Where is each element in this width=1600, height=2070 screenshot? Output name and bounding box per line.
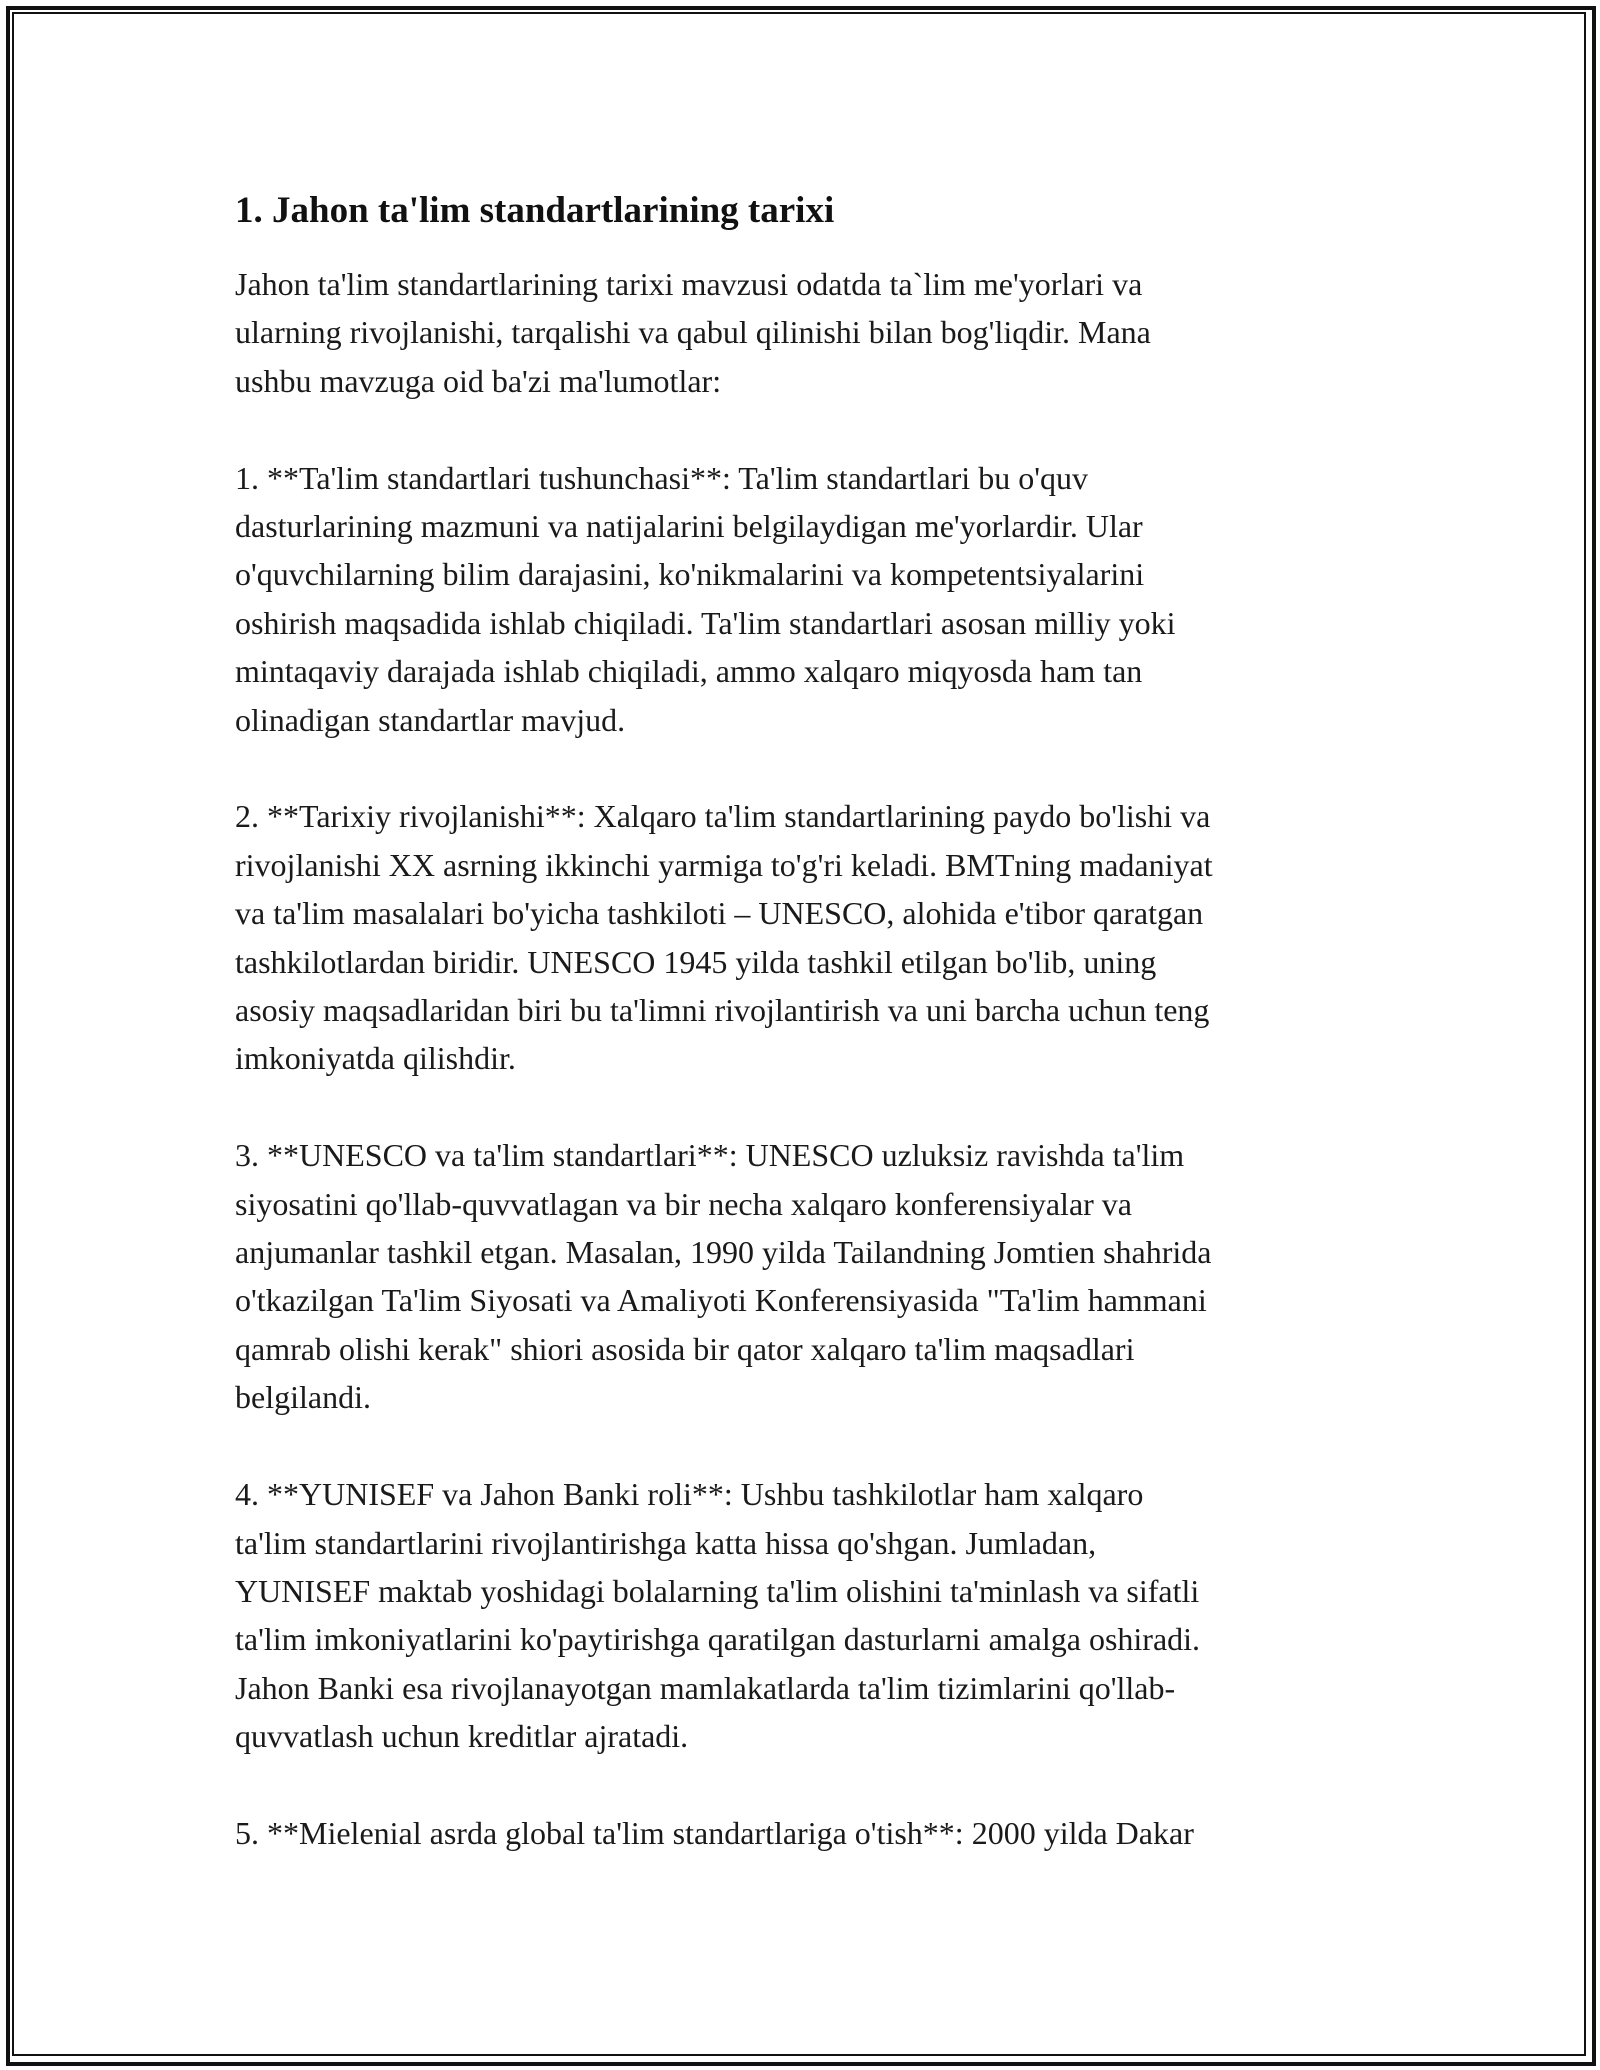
text-line: YUNISEF maktab yoshidagi bolalarning ta'lim olishini ta'minlash va sifatli <box>235 1572 1200 1609</box>
list-paragraph-5 <box>235 1809 1365 1857</box>
text-line: qamrab olishi kerak" shiori asosida bir qator xalqaro ta'lim maqsadlari <box>235 1330 1135 1367</box>
text-line: 3. **UNESCO va ta'lim standartlari**: UNESCO uzluksiz ravishda ta'lim <box>235 1137 1185 1174</box>
text-line: 1. **Ta'lim standartlari tushunchasi**: Ta'lim standartlari bu o'quv <box>235 459 1088 496</box>
paragraph-gap <box>235 1422 1365 1470</box>
text-line: asosiy maqsadlaridan biri bu ta'limni rivojlantirish va uni barcha uchun teng <box>235 992 1210 1029</box>
text-line: va ta'lim masalalari bo'yicha tashkiloti – UNESCO, alohida e'tibor qaratgan <box>235 895 1204 932</box>
paragraph-gap <box>235 744 1365 792</box>
paragraph-gap <box>235 405 1365 453</box>
text-line: dasturlarining mazmuni va natijalarini belgilaydigan me'yorlardir. Ular <box>235 508 1143 545</box>
section-heading: 1. Jahon ta'lim standartlarining tarixi <box>235 190 835 231</box>
text-line: olinadigan standartlar mavjud. <box>235 701 626 738</box>
document-page <box>235 186 1365 1857</box>
text-line: 4. **YUNISEF va Jahon Banki roli**: Ushbu tashkilotlar ham xalqaro <box>235 1476 1144 1513</box>
text-line: imkoniyatda qilishdir. <box>235 1040 516 1077</box>
text-line: oshirish maqsadida ishlab chiqiladi. Ta'lim standartlari asosan milliy yoki <box>235 604 1176 641</box>
text-line: rivojlanishi XX asrning ikkinchi yarmiga to'g'ri keladi. BMTning madaniyat <box>235 846 1213 883</box>
text-line: ushbu mavzuga oid ba'zi ma'lumotlar: <box>235 362 722 399</box>
text-line: 5. **Mielenial asrda global ta'lim standartlariga o'tish**: 2000 yilda Dakar <box>235 1814 1194 1851</box>
list-paragraph-4 <box>235 1470 1365 1760</box>
text-line: 2. **Tarixiy rivojlanishi**: Xalqaro ta'lim standartlarining paydo bo'lishi va <box>235 798 1211 835</box>
text-line: ta'lim imkoniyatlarini ko'paytirishga qaratilgan dasturlarni amalga oshiradi. <box>235 1621 1201 1658</box>
paragraph-gap <box>235 1083 1365 1131</box>
text-line: o'tkazilgan Ta'lim Siyosati va Amaliyoti Konferensiyasida "Ta'lim hammani <box>235 1282 1207 1319</box>
text-line: Jahon ta'lim standartlarining tarixi mavzusi odatda ta`lim me'yorlari va <box>235 266 1143 302</box>
text-line: siyosatini qo'llab-quvvatlagan va bir necha xalqaro konferensiyalar va <box>235 1185 1132 1222</box>
text-line: belgilandi. <box>235 1379 371 1416</box>
document-body <box>235 260 1365 1857</box>
text-line: quvvatlash uchun kreditlar ajratadi. <box>235 1718 689 1755</box>
text-line: o'quvchilarning bilim darajasini, ko'nikmalarini va kompetentsiyalarini <box>235 556 1145 593</box>
list-paragraph-2 <box>235 792 1365 1082</box>
paragraph-gap <box>235 1761 1365 1809</box>
text-line: anjumanlar tashkil etgan. Masalan, 1990 yilda Tailandning Jomtien shahrida <box>235 1234 1212 1271</box>
list-paragraph-1 <box>235 454 1365 744</box>
intro-paragraph <box>235 260 1365 405</box>
text-line: ularning rivojlanishi, tarqalishi va qabul qilinishi bilan bog'liqdir. Mana <box>235 314 1151 351</box>
text-line: Jahon Banki esa rivojlanayotgan mamlakatlarda ta'lim tizimlarini qo'llab- <box>235 1669 1176 1706</box>
text-line: mintaqaviy darajada ishlab chiqiladi, ammo xalqaro miqyosda ham tan <box>235 653 1143 690</box>
text-line: ta'lim standartlarini rivojlantirishga katta hissa qo'shgan. Jumladan, <box>235 1524 1097 1561</box>
list-paragraph-3 <box>235 1131 1365 1421</box>
text-line: tashkilotlardan biridir. UNESCO 1945 yilda tashkil etilgan bo'lib, uning <box>235 943 1157 980</box>
